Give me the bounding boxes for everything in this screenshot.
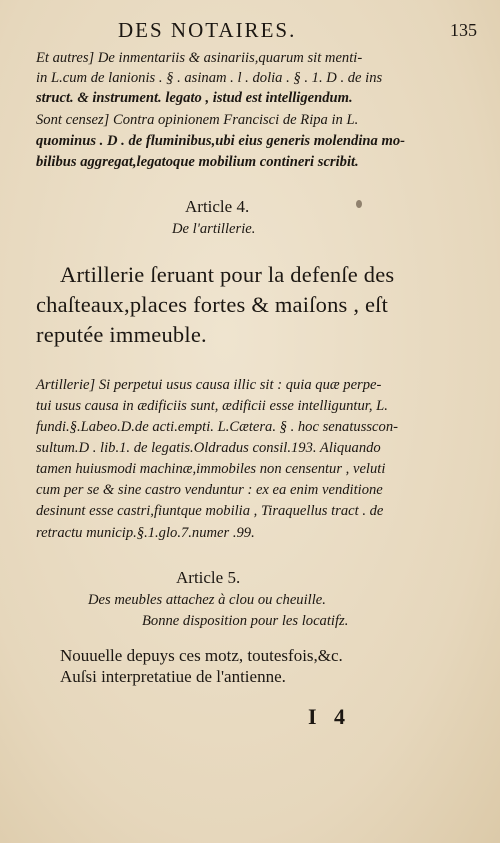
commentary-line: sultum.D . lib.1. de legatis.Oldradus consil.193. Aliquando <box>36 440 381 456</box>
article-subtitle: Des meubles attachez à clou ou cheuille. <box>88 592 326 608</box>
article-subtitle: Bonne disposition pour les locatifz. <box>142 613 349 629</box>
commentary-line: fundi.§.Labeo.D.de acti.empti. L.Cætera. § . hoc senatusscon- <box>36 419 398 435</box>
article-heading: Article 4. <box>185 197 250 216</box>
running-title: DES NOTAIRES. <box>118 18 297 42</box>
ink-spot <box>356 200 362 208</box>
article-subtitle: De l'artillerie. <box>172 221 256 237</box>
commentary-line: retractu municip.§.1.glo.7.numer .99. <box>36 525 255 541</box>
commentary-line: tui usus causa in ædificiis sunt, ædificii esse intelliguntur, L. <box>36 398 388 414</box>
article-text-line: chaſteaux,places fortes & maiſons , eſt <box>36 292 389 317</box>
article-text-line: Auſsi interpretatiue de l'antienne. <box>60 667 286 686</box>
article-text-line: Artillerie ſeruant pour la defenſe des <box>60 262 395 287</box>
commentary-line: Et autres] De inmentariis & asinariis,quarum sit menti- <box>36 50 363 66</box>
commentary-line: Artillerie] Si perpetui usus causa illic sit : quia quæ perpe- <box>36 377 382 393</box>
article-text-line: Nouuelle depuys ces motz, toutesfois,&c. <box>60 646 343 665</box>
article-text-line: reputée immeuble. <box>36 322 207 347</box>
page-number: 135 <box>450 20 477 40</box>
signature-mark: I 4 <box>308 704 352 729</box>
commentary-line: cum per se & sine castro venduntur : ex ea enim venditione <box>36 482 383 498</box>
commentary-line: struct. & instrument. legato , istud est intelligendum. <box>36 90 353 106</box>
commentary-line: tamen huiusmodi machinæ,immobiles non censentur , veluti <box>36 461 386 477</box>
article-heading: Article 5. <box>176 568 241 587</box>
commentary-line: Sont censez] Contra opinionem Francisci de Ripa in L. <box>36 112 359 128</box>
commentary-line: desinunt esse castri,fiuntque mobilia , Tiraquellus tract . de <box>36 503 384 519</box>
commentary-line: in L.cum de lanionis . § . asinam . l . dolia . § . 1. D . de ins <box>36 70 383 86</box>
commentary-line: bilibus aggregat,legatoque mobilium contineri scribit. <box>36 154 359 170</box>
commentary-line: quominus . D . de fluminibus,ubi eius generis molendina mo- <box>36 133 405 149</box>
